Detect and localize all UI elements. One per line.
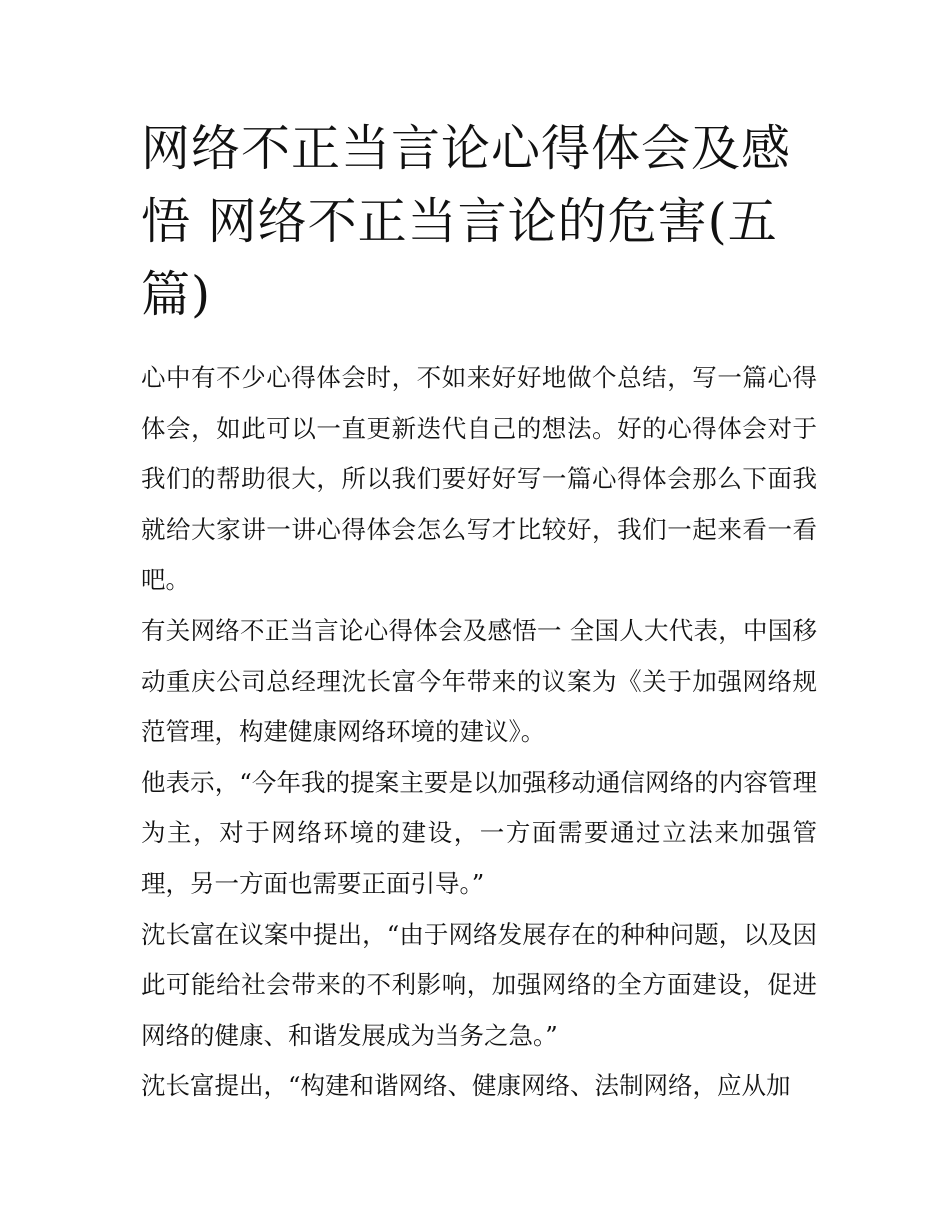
paragraph-problems: 沈长富在议案中提出，“由于网络发展存在的种种问题，以及因此可能给社会带来的不利影响，加强网络的全方面建设，促进网络的健康、和谐发展成为当务之急。” [141,919,817,1050]
paragraph-intro: 心中有不少心得体会时，不如来好好地做个总结，写一篇心得体会，如此可以一直更新迭代自己的想法。好的心得体会对于我们的帮助很大，所以我们要好好写一篇心得体会那么下面我就给大家讲一讲心得体会怎么写才比较好，我们一起来看一看吧。 [141,363,817,595]
paragraph-statement: 他表示，“今年我的提案主要是以加强移动通信网络的内容管理为主，对于网络环境的建设，一方面需要通过立法来加强管理，另一方面也需要正面引导。” [141,767,817,898]
paragraph-proposal: 有关网络不正当言论心得体会及感悟一 全国人大代表，中国移动重庆公司总经理沈长富今年带来的议案为《关于加强网络规范管理，构建健康网络环境的建议》。 [141,615,817,747]
document-body [141,353,817,1112]
paragraph-construction: 沈长富提出，“构建和谐网络、健康网络、法制网络，应从加 [141,1071,791,1101]
document-title: 网络不正当言论心得体会及感悟 网络不正当言论的危害(五篇) [141,120,792,323]
